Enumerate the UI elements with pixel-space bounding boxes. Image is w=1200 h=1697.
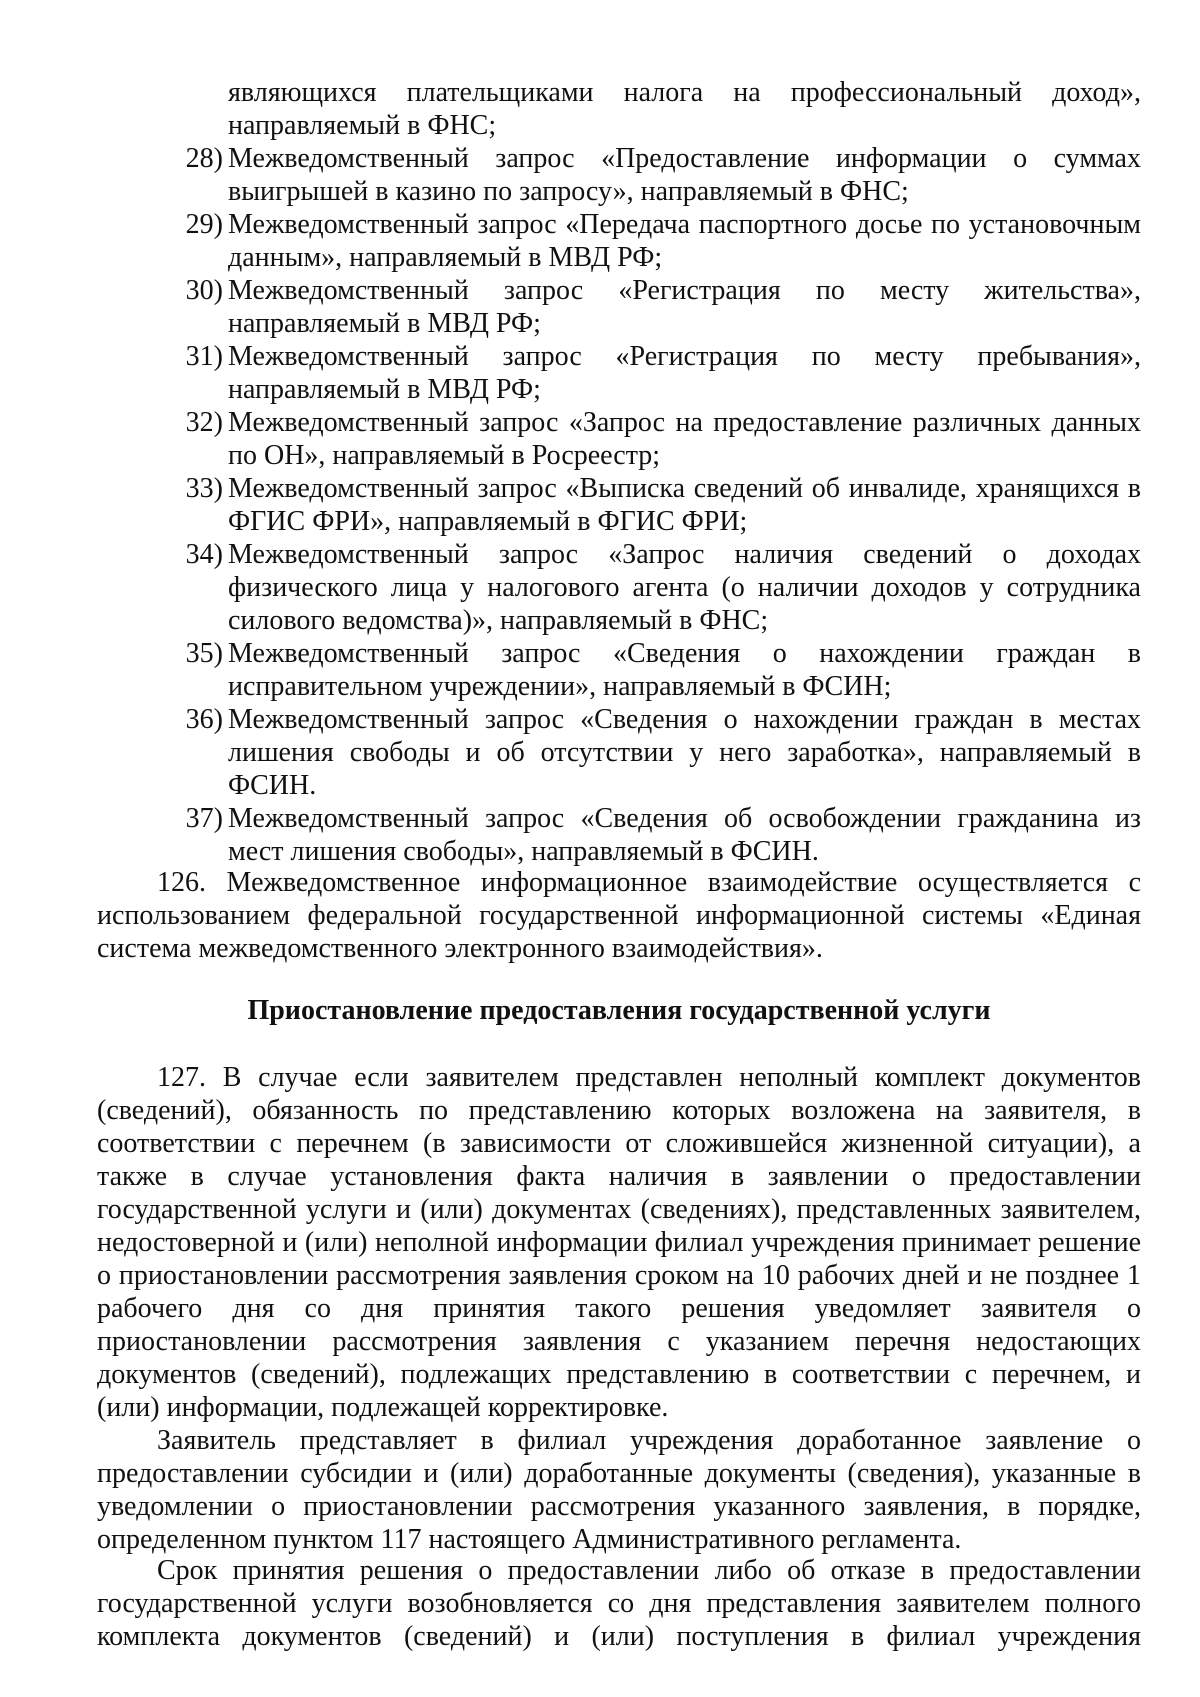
paragraph-term: Срок принятия решения о предоставлении либо об отказе в предоставлении государственной услуги возобновляется со дня представления заявителем полного комплекта документов (сведений) и (или) поступления в филиал учреждения xyxy=(97,1555,1141,1652)
list-item-number: 28) xyxy=(185,143,223,174)
list-item-number: 33) xyxy=(185,473,223,504)
list-item-number: 30) xyxy=(185,275,223,306)
list-item-text: Межведомственный запрос «Сведения о нахождении граждан в местах лишения свободы и об отсутствии у него заработка», направляемый в ФСИН. xyxy=(228,704,1141,801)
list-item xyxy=(97,406,1141,472)
list-item-text: Межведомственный запрос «Передача паспортного досье по установочным данным», направляемый в МВД РФ; xyxy=(228,209,1141,273)
list-item-text: Межведомственный запрос «Запрос на предоставление различных данных по ОН», направляемый в Росреестр; xyxy=(228,407,1141,471)
list-item xyxy=(97,142,1141,208)
list-item-number: 32) xyxy=(185,407,223,438)
list-item xyxy=(97,637,1141,703)
list-item-text: Межведомственный запрос «Регистрация по месту жительства», направляемый в МВД РФ; xyxy=(228,275,1141,339)
list-item-number: 35) xyxy=(185,638,223,669)
list-item-number: 37) xyxy=(185,803,223,834)
list-item xyxy=(97,802,1141,868)
paragraph-126: 126. Межведомственное информационное взаимодействие осуществляется с использованием федеральной государственной информационной системы «Единая система межведомственного электронного взаимодействия». xyxy=(97,867,1141,964)
top-continuation: являющихся плательщиками налога на профессиональный доход», направляемый в ФНС; xyxy=(228,77,1141,141)
list-item-text: Межведомственный запрос «Сведения о нахождении граждан в исправительном учреждении», направляемый в ФСИН; xyxy=(228,638,1141,702)
paragraph-127: 127. В случае если заявителем представлен неполный комплект документов (сведений), обязанность по представлению которых возложена на заявителя, в соответствии с перечнем (в зависимости от сложившейся жизненной ситуации), а также в случае установления факта наличия в заявлении о предоставлении государственной услуги и (или) документах (сведениях), представленных заявителем, недостоверной и (или) неполной информации филиал учреждения принимает решение о приостановлении рассмотрения заявления сроком на 10 рабочих дней и не позднее 1 рабочего дня со дня принятия такого решения уведомляет заявителя о приостановлении рассмотрения заявления с указанием перечня недостающих документов (сведений), подлежащих представлению в соответствии с перечнем, и (или) информации, подлежащей корректировке. xyxy=(97,1062,1141,1423)
list-item xyxy=(97,472,1141,538)
list-item-text: Межведомственный запрос «Регистрация по месту пребывания», направляемый в МВД РФ; xyxy=(228,341,1141,405)
list-item-text: Межведомственный запрос «Выписка сведений об инвалиде, хранящихся в ФГИС ФРИ», направляемый в ФГИС ФРИ; xyxy=(228,473,1141,537)
list-item xyxy=(97,538,1141,637)
section-heading: Приостановление предоставления государственной услуги xyxy=(247,995,991,1026)
list-item-number: 31) xyxy=(185,341,223,372)
list-item-text: Межведомственный запрос «Предоставление информации о суммах выигрышей в казино по запросу», направляемый в ФНС; xyxy=(228,143,1141,207)
list-item xyxy=(97,208,1141,274)
list-item-text: Межведомственный запрос «Сведения об освобождении гражданина из мест лишения свободы», направляемый в ФСИН. xyxy=(228,803,1141,867)
list-item-number: 36) xyxy=(185,704,223,735)
list-item-number: 29) xyxy=(185,209,223,240)
list-item xyxy=(97,340,1141,406)
paragraph-applicant: Заявитель представляет в филиал учреждения доработанное заявление о предоставлении субсидии и (или) доработанные документы (сведения), указанные в уведомлении о приостановлении рассмотрения указанного заявления, в порядке, определенном пунктом 117 настоящего Административного регламента. xyxy=(97,1425,1141,1555)
list-item xyxy=(97,703,1141,802)
list-item-number: 34) xyxy=(185,539,223,570)
list-item xyxy=(97,274,1141,340)
request-list xyxy=(97,142,1141,868)
list-item-text: Межведомственный запрос «Запрос наличия сведений о доходах физического лица у налогового агента (о наличии доходов у сотрудника силового ведомства)», направляемый в ФНС; xyxy=(228,539,1141,636)
